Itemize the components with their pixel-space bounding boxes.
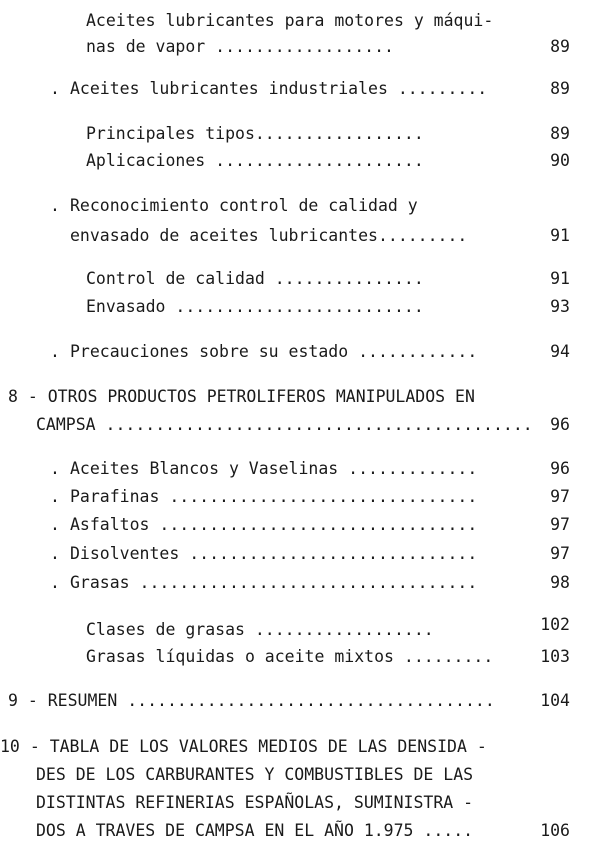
toc-page-number: 90 xyxy=(550,151,570,170)
toc-page-number: 89 xyxy=(550,37,570,56)
toc-entry-text: Asfaltos ................................ xyxy=(70,515,478,534)
section-title-continued: DISTINTAS REFINERIAS ESPAÑOLAS, SUMINISTRA - xyxy=(36,793,474,812)
toc-entry xyxy=(50,543,477,565)
toc-page-number: 93 xyxy=(550,297,570,316)
bullet: . xyxy=(50,342,60,361)
toc-entry xyxy=(50,341,477,363)
toc-page-number: 97 xyxy=(550,487,570,506)
toc-section-heading xyxy=(0,736,487,758)
section-dash: - xyxy=(27,691,38,710)
section-number: 10 xyxy=(0,737,20,756)
toc-page-number: 104 xyxy=(540,691,570,710)
toc-entry-text: Precauciones sobre su estado ............ xyxy=(70,342,478,361)
toc-entry-text: Clases de grasas .................. xyxy=(86,620,434,639)
toc-entry xyxy=(50,195,418,217)
toc-page-number: 96 xyxy=(550,415,570,434)
toc-entry-text: Envasado ......................... xyxy=(86,297,424,316)
toc-entry-text: Disolventes ............................. xyxy=(70,544,478,563)
toc-page-number: 89 xyxy=(550,124,570,143)
toc-page-number: 97 xyxy=(550,544,570,563)
toc-page-number: 91 xyxy=(550,226,570,245)
toc-page-number: 102 xyxy=(540,615,570,634)
bullet: . xyxy=(50,515,60,534)
toc-section-heading xyxy=(8,386,475,408)
toc-page-number: 91 xyxy=(550,269,570,288)
bullet: . xyxy=(50,196,60,215)
toc-page-number: 97 xyxy=(550,515,570,534)
section-title-continued: DOS A TRAVES DE CAMPSA EN EL AÑO 1.975 ..... xyxy=(36,821,474,840)
bullet: . xyxy=(50,573,60,592)
toc-entry-text: Control de calidad ............... xyxy=(86,269,424,288)
bullet: . xyxy=(50,544,60,563)
toc-section-heading xyxy=(8,690,495,712)
toc-entry xyxy=(50,514,477,536)
toc-page-number: 94 xyxy=(550,342,570,361)
toc-entry xyxy=(50,78,487,100)
section-number: 8 xyxy=(8,387,18,406)
toc-entry-text: Aplicaciones ..................... xyxy=(86,151,424,170)
toc-entry-text: Grasas líquidas o aceite mixtos ......... xyxy=(86,647,494,666)
bullet: . xyxy=(50,79,60,98)
toc-page-number: 96 xyxy=(550,459,570,478)
bullet: . xyxy=(50,459,60,478)
section-title: RESUMEN ..................................... xyxy=(47,691,495,710)
section-title: TABLA DE LOS VALORES MEDIOS DE LAS DENSIDA - xyxy=(49,737,487,756)
toc-page-number: 106 xyxy=(540,821,570,840)
toc-entry-text: Aceites lubricantes para motores y máqui- xyxy=(86,11,494,30)
bullet: . xyxy=(50,487,60,506)
toc-page-number: 103 xyxy=(540,647,570,666)
toc-entry-text: Aceites lubricantes industriales ......... xyxy=(70,79,488,98)
toc-page-number: 98 xyxy=(550,573,570,592)
section-number: 9 xyxy=(8,691,18,710)
toc-entry xyxy=(50,458,477,480)
section-dash: - xyxy=(29,737,40,756)
toc-entry-text: envasado de aceites lubricantes......... xyxy=(70,226,468,245)
section-title-continued: DES DE LOS CARBURANTES Y COMBUSTIBLES DE LAS xyxy=(36,765,474,784)
section-title: OTROS PRODUCTOS PETROLIFEROS MANIPULADOS EN xyxy=(47,387,475,406)
toc-entry-text: Grasas .................................. xyxy=(70,573,478,592)
toc-entry-text: Reconocimiento control de calidad y xyxy=(70,196,418,215)
toc-entry-text: nas de vapor .................. xyxy=(86,37,394,56)
section-dash: - xyxy=(27,387,38,406)
toc-entry xyxy=(50,572,477,594)
toc-entry-text: Aceites Blancos y Vaselinas ............. xyxy=(70,459,478,478)
toc-entry-text: Parafinas ............................... xyxy=(70,487,478,506)
toc-entry xyxy=(50,486,477,508)
section-title-continued: CAMPSA ........................................... xyxy=(36,415,533,434)
toc-entry-text: Principales tipos................. xyxy=(86,124,424,143)
toc-page-number: 89 xyxy=(550,79,570,98)
